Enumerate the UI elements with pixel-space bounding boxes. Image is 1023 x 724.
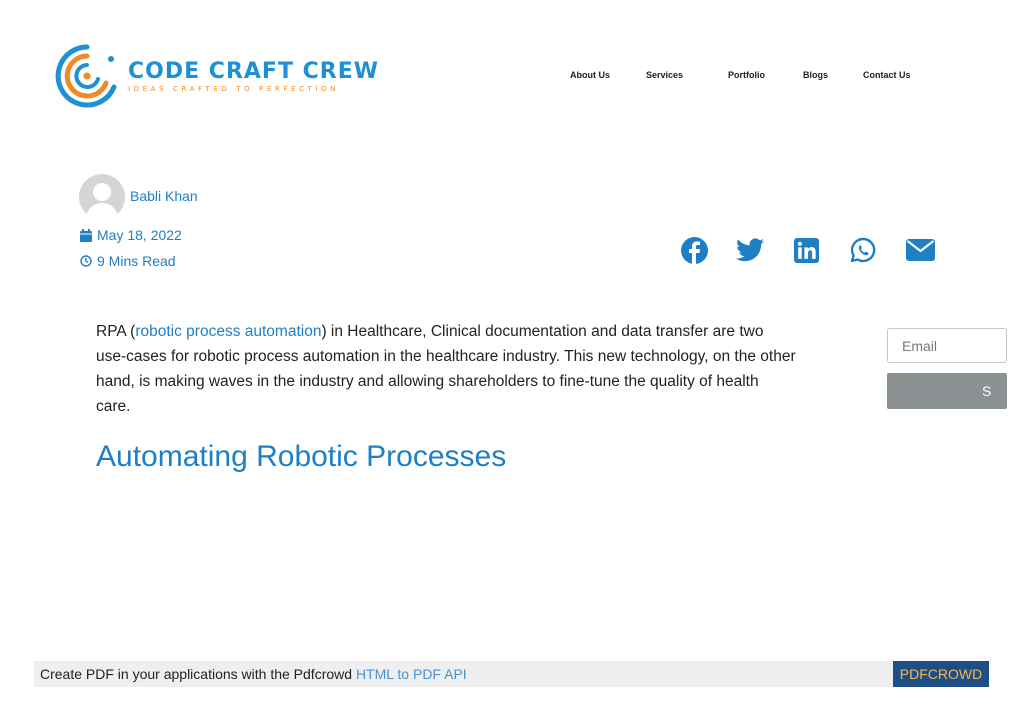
rpa-link[interactable]: robotic process automation	[135, 323, 322, 340]
nav-services[interactable]: Services	[646, 70, 684, 80]
linkedin-icon	[794, 238, 819, 263]
nav-blogs[interactable]: Blogs	[803, 70, 829, 80]
read-time	[80, 253, 176, 269]
calendar-icon	[80, 229, 92, 242]
facebook-icon	[681, 237, 708, 264]
pdfcrowd-button[interactable]: PDFCROWD	[893, 661, 989, 687]
brand-name: CODE CRAFT CREW	[128, 58, 379, 84]
intro-prefix: RPA (	[96, 323, 136, 340]
pdf-banner-message: Create PDF in your applications with the Pdfcrowd	[40, 666, 356, 682]
section-heading: Automating Robotic Processes	[96, 440, 507, 473]
nav-portfolio[interactable]: Portfolio	[728, 70, 765, 80]
post-intro	[96, 319, 796, 419]
pdf-banner	[34, 661, 989, 687]
user-silhouette-icon	[79, 174, 125, 220]
brand-tagline: IDEAS CRAFTED TO PERFECTION	[128, 84, 339, 93]
site-logo[interactable]	[56, 43, 379, 109]
clock-icon	[80, 255, 92, 267]
share-twitter[interactable]	[736, 236, 764, 264]
pdf-api-link[interactable]: HTML to PDF API	[355, 666, 467, 682]
post-date	[80, 227, 182, 243]
author-name[interactable]: Babli Khan	[130, 188, 198, 204]
twitter-icon	[736, 238, 764, 262]
logo-mark-icon	[56, 43, 118, 109]
email-icon	[906, 239, 935, 261]
intro-rest: ) in Healthcare, Clinical documentation and data transfer are two use-cases for robotic process automation in the healthcare industry. This new technology, on the other hand, is making waves in the industry and allowing shareholders to fine-tune the quality of health care.	[96, 323, 796, 415]
share-whatsapp[interactable]	[849, 236, 877, 264]
author-avatar[interactable]	[79, 174, 125, 220]
nav-contact-us[interactable]: Contact Us	[863, 70, 911, 80]
read-time-text: 9 Mins Read	[97, 253, 176, 269]
whatsapp-icon	[850, 237, 876, 263]
share-linkedin[interactable]	[792, 236, 820, 264]
email-field[interactable]	[887, 328, 1007, 363]
nav-about-us[interactable]: About Us	[570, 70, 610, 80]
pdf-banner-text	[40, 666, 467, 682]
share-email[interactable]	[905, 236, 935, 264]
share-facebook[interactable]	[680, 236, 708, 264]
subscribe-button[interactable]: S	[887, 373, 1007, 409]
post-date-text: May 18, 2022	[97, 227, 182, 243]
